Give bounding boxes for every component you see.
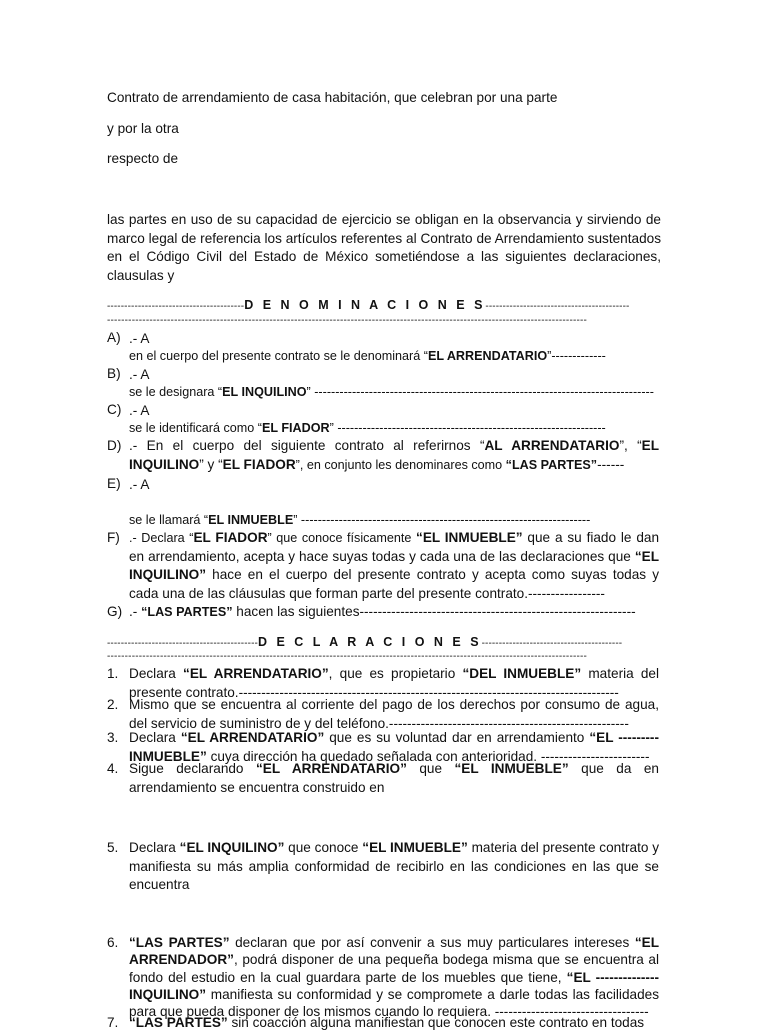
item-b-line2	[129, 383, 659, 402]
item-g-post: hacen las siguientes-------------------------------------------------------------	[232, 604, 636, 619]
decl-num-3: 3.	[107, 730, 119, 745]
decl-num-5: 5.	[107, 840, 119, 855]
item-c-pre: se le identificará como “	[129, 421, 262, 435]
decl-6-mid-2: , podrá disponer de una pequeña bodega misma que se encuentra al fondo del estudio en la cual guardara parte de los muebles que tiene,	[129, 952, 659, 985]
decl-5-term-1: “EL INQUILINO”	[179, 840, 285, 855]
term-inmueble: EL INMUEBLE	[208, 513, 294, 527]
item-letter-a: A)	[107, 330, 121, 345]
decl-6-term-1: “LAS PARTES”	[129, 935, 230, 950]
item-b-pre: se le designara “	[129, 385, 223, 399]
dash-right: -----------------------------------------	[481, 638, 623, 649]
intro-line-1: Contrato de arrendamiento de casa habitación, que celebran por una parte	[107, 90, 558, 105]
decl-4-pre: Sigue declarando	[129, 761, 256, 776]
decl-3-post: cuya dirección ha quedado señalada con anterioridad. ------------------------	[206, 748, 650, 764]
item-g-term-1: “LAS PARTES”	[141, 605, 233, 619]
denominaciones-title: D E N O M I N A C I O N E S	[244, 298, 486, 312]
item-d-mid-1: ”, “	[619, 438, 642, 453]
decl-3-mid: que es su voluntad dar en arrendamiento	[324, 730, 590, 745]
item-d-body	[129, 437, 659, 474]
decl-num-7: 7.	[107, 1015, 119, 1030]
decl-num-1: 1.	[107, 666, 119, 681]
intro-paragraph: las partes en uso de su capacidad de ejercicio se obligan en la observancia y sirviendo de marco legal de referencia los artículos referentes al Contrato de Arrendamiento sustentados en el Código Civil del Estado de México sometiéndose a las siguientes declaraciones, clausulas y	[107, 212, 661, 283]
item-g-pre: .-	[129, 604, 142, 619]
item-c-line2	[129, 419, 659, 438]
item-e-post: ” ---------------------------------------------------------------------	[293, 513, 591, 527]
term-arrendatario: EL ARRENDATARIO	[427, 349, 548, 363]
item-e-pre: se le llamará “	[129, 513, 209, 527]
item-a-pre: en el cuerpo del presente contrato se le denominará “	[129, 349, 428, 363]
item-c-post: ” ----------------------------------------------------------------	[329, 421, 606, 435]
item-b-post: ” ---------------------------------------------------------------------------------	[306, 385, 654, 399]
decl-3-term-1: “EL ARRENDATARIO”	[180, 730, 325, 745]
decl-3-pre: Declara	[129, 730, 181, 745]
decl-4-body	[129, 760, 659, 797]
item-a-line2	[129, 347, 659, 366]
decl-6-term-2: “EL ARRENDADOR”	[129, 935, 660, 968]
decl-4-term-1: “EL ARRENDATARIO”	[255, 761, 407, 776]
decl-6-mid-1: declaran que por así convenir a sus muy particulares intereses	[229, 935, 635, 950]
declaraciones-title: D E C L A R A C I O N E S	[257, 635, 482, 649]
dash-left: --------------------------------------------	[107, 638, 258, 649]
decl-4-post: que da en arrendamiento se encuentra construido en	[129, 761, 659, 795]
item-f-term-2: “EL INMUEBLE”	[416, 530, 523, 545]
item-f-body	[129, 529, 659, 603]
decl-1-term-1: “EL ARRENDATARIO”	[183, 666, 329, 681]
declaraciones-heading	[107, 634, 659, 649]
denominaciones-heading	[107, 297, 659, 312]
separator-line: ----------------------------------------------------------------------------------------------------------------------------------------	[107, 651, 588, 662]
decl-7-post: sin coacción alguna manifiestan que conocen este contrato en todas	[227, 1015, 645, 1030]
item-d-term-2: EL INQUILINO	[129, 438, 659, 472]
item-d-term-4: “LAS PARTES”	[505, 457, 598, 472]
item-a-line1: .- A	[129, 331, 150, 346]
item-a-post: ”-------------	[547, 349, 606, 363]
item-c-line1: .- A	[129, 403, 150, 418]
item-f-pre: .- Declara “	[129, 531, 194, 545]
item-f-post: hace en el cuerpo del presente contrato y acepta como suyas todas y cada una de las cláusulas que forman parte del presente contrato.-----------------	[129, 567, 659, 601]
decl-5-body	[129, 839, 659, 895]
item-f-term-3: “EL INQUILINO”	[129, 548, 659, 582]
decl-1-mid: , que es propietario	[328, 666, 463, 681]
decl-1-term-2: “DEL INMUEBLE”	[462, 666, 582, 681]
decl-5-mid: que conoce	[284, 840, 363, 855]
decl-7-term-1: “LAS PARTES”	[129, 1015, 228, 1030]
decl-5-pre: Declara	[129, 840, 180, 855]
decl-3-term-2: “EL ---------INMUEBLE”	[129, 730, 659, 764]
decl-1-post: materia del presente contrato.------------------------------------------------------------------------------------	[129, 666, 660, 700]
item-d-mid-3: ”, en conjunto les denominares como	[295, 457, 506, 472]
intro-line-3: respecto de	[107, 151, 179, 166]
item-d-post: ------	[597, 456, 625, 472]
term-inquilino: EL INQUILINO	[222, 385, 307, 399]
item-letter-g: G)	[107, 604, 123, 619]
item-d-mid-2: ” y “	[199, 456, 223, 472]
decl-num-6: 6.	[107, 935, 119, 950]
decl-1-pre: Declara	[129, 666, 184, 681]
decl-4-mid: que	[406, 761, 455, 776]
item-d-pre: .- En el cuerpo del siguiente contrato al referirnos “	[129, 438, 485, 453]
decl-5-post: materia del presente contrato y manifiesta su más amplia conformidad de recibirlo en las condiciones en las que se encuentra	[129, 840, 660, 892]
item-b-line1: .- A	[129, 367, 150, 382]
decl-6-term-3: “EL --------------INQUILINO”	[129, 969, 659, 1002]
item-f-mid-2: que a su fiado le dan en arrendamiento, acepta y hace suyas todas y cada una de las declaraciones que	[129, 530, 660, 564]
decl-num-2: 2.	[107, 697, 119, 712]
item-g-body	[129, 603, 659, 622]
intro-line-2: y por la otra	[107, 121, 179, 136]
decl-num-4: 4.	[107, 761, 119, 776]
item-letter-e: E)	[107, 476, 121, 491]
separator-line: ----------------------------------------------------------------------------------------------------------------------------------------	[107, 315, 588, 326]
dash-right: ------------------------------------------	[485, 301, 630, 312]
item-e-line2	[129, 511, 659, 530]
decl-4-term-2: “EL INMUEBLE”	[454, 761, 569, 776]
decl-7-body	[129, 1014, 659, 1033]
item-letter-f: F)	[107, 530, 120, 545]
item-d-term-1: AL ARRENDATARIO	[484, 438, 620, 453]
decl-6-body	[129, 934, 659, 1020]
decl-2-body: Mismo que se encuentra al corriente del pago de los derechos por consumo de agua, del servicio de suministro de y del teléfono.-----------------------------------------------------	[129, 697, 659, 731]
item-letter-c: C)	[107, 402, 122, 417]
decl-6-post: manifiesta su conformidad y se compromete a darle todas las facilidades para que pueda disponer de los mismos cuando lo requiera. ----------------------------------	[129, 986, 659, 1020]
term-fiador: EL FIADOR	[262, 421, 330, 435]
item-e-line1: .- A	[129, 477, 150, 492]
dash-left: ----------------------------------------	[107, 301, 245, 312]
item-letter-d: D)	[107, 438, 122, 453]
item-d-term-3: EL FIADOR	[222, 456, 296, 472]
item-f-term-1: EL FIADOR	[193, 530, 268, 545]
item-letter-b: B)	[107, 366, 121, 381]
item-f-mid-1: ” que conoce físicamente	[267, 531, 417, 545]
decl-5-term-2: “EL INMUEBLE”	[362, 840, 468, 855]
